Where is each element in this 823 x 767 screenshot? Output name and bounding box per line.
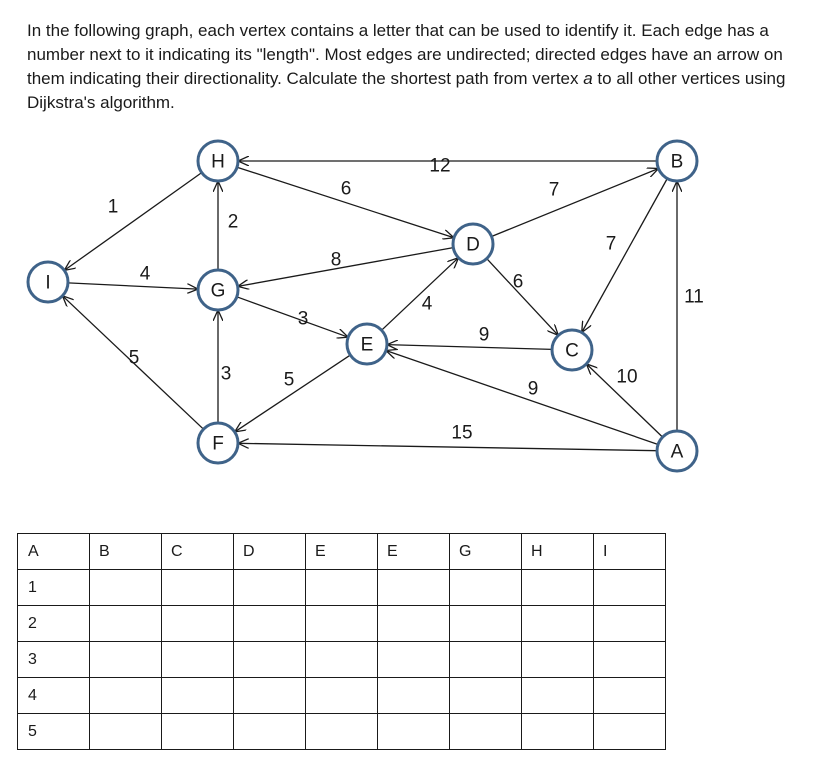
table-header-cell: C [162,534,234,570]
answer-cell[interactable] [306,642,378,678]
node-c [552,330,592,370]
answer-cell[interactable] [306,570,378,606]
answer-cell[interactable] [522,570,594,606]
edge-weight-b-h: 12 [429,155,451,177]
answer-cell[interactable] [378,714,450,750]
edge-weight-a-b: 11 [684,286,704,308]
node-f [198,423,238,463]
answer-cell[interactable] [450,642,522,678]
node-h [198,141,238,181]
edge-e-f [235,355,351,432]
table-row [18,714,666,750]
question-part2: to all other vertices using Dijkstra's algorithm. [27,69,786,112]
answer-cell[interactable] [378,570,450,606]
answer-table [17,533,666,750]
edge-d-c [487,259,559,336]
answer-cell[interactable] [90,714,162,750]
table-header-cell: E [378,534,450,570]
node-i [28,262,68,302]
answer-cell[interactable] [594,714,666,750]
answer-cell[interactable] [594,678,666,714]
answer-cell[interactable] [234,606,306,642]
node-label-g: G [210,280,226,302]
answer-cell[interactable] [162,714,234,750]
answer-cell[interactable] [234,570,306,606]
edge-weight-d-b: 7 [548,179,560,201]
answer-cell[interactable] [162,678,234,714]
table-header-cell: H [522,534,594,570]
edge-weight-d-g: 8 [330,249,342,271]
edge-weight-a-c: 10 [616,366,638,388]
edge-e-d [382,258,459,331]
edge-d-b [492,169,659,237]
table-header-cell: E [306,534,378,570]
node-label-i: I [45,272,51,294]
answer-cell[interactable] [90,678,162,714]
edge-a-e [386,351,658,445]
node-label-d: D [466,234,480,256]
answer-cell[interactable] [162,606,234,642]
table-header-cell: A [18,534,90,570]
row-label-cell: 5 [18,714,90,750]
edge-weight-i-g: 4 [139,263,151,285]
edge-weight-b-c: 7 [605,233,617,255]
node-label-b: B [670,151,684,173]
answer-cell[interactable] [378,642,450,678]
edge-a-f [238,443,657,450]
answer-cell[interactable] [306,714,378,750]
answer-cell[interactable] [90,606,162,642]
answer-cell[interactable] [306,606,378,642]
edge-weight-e-d: 4 [421,293,433,315]
table-header-cell: D [234,534,306,570]
row-label-cell: 3 [18,642,90,678]
answer-cell[interactable] [90,642,162,678]
answer-cell[interactable] [522,714,594,750]
node-a [657,431,697,471]
node-e [347,324,387,364]
node-label-e: E [360,334,374,356]
edge-weight-h-d: 6 [340,178,352,200]
answer-cell[interactable] [162,570,234,606]
answer-cell[interactable] [450,570,522,606]
edge-weight-h-i: 1 [107,196,119,218]
edge-g-e [237,297,348,337]
answer-cell[interactable] [450,678,522,714]
answer-cell[interactable] [594,642,666,678]
node-d [453,224,493,264]
edge-b-c [582,179,668,333]
row-label-cell: 4 [18,678,90,714]
edge-weight-g-e: 3 [297,308,309,330]
row-label-cell: 2 [18,606,90,642]
answer-cell[interactable] [522,642,594,678]
edge-weight-c-e: 9 [478,324,490,346]
edge-h-i [64,173,201,271]
source-vertex: a [583,69,593,88]
table-row [18,642,666,678]
table-row [18,606,666,642]
node-label-c: C [565,340,579,362]
answer-cell[interactable] [234,678,306,714]
answer-cell[interactable] [234,714,306,750]
table-header-cell: B [90,534,162,570]
edge-weight-a-f: 15 [451,422,473,444]
answer-cell[interactable] [450,606,522,642]
edge-weight-a-e: 9 [527,378,539,400]
node-label-f: F [212,433,224,455]
answer-cell[interactable] [162,642,234,678]
answer-cell[interactable] [450,714,522,750]
edge-weight-g-h: 2 [227,211,239,233]
row-label-cell: 1 [18,570,90,606]
edge-c-e [387,345,552,350]
node-label-a: A [670,441,684,463]
table-row [18,678,666,714]
table-header-row [18,534,666,570]
edge-i-g [68,283,198,289]
answer-cell[interactable] [306,678,378,714]
table-header-cell: I [594,534,666,570]
edge-weight-e-f: 5 [283,369,295,391]
node-b [657,141,697,181]
table-row [18,570,666,606]
answer-cell[interactable] [522,606,594,642]
answer-cell[interactable] [378,606,450,642]
node-g [198,270,238,310]
question-part1: In the following graph, each vertex contains a letter that can be used to identify it. Each edge has a number next to it indicating its "length". Most edges are undirected; directed edges have an arrow on them indicating their directionality. Calculate the shortest path from vertex [27,21,783,88]
edge-weight-f-i: 5 [128,347,140,369]
answer-cell[interactable] [594,570,666,606]
edge-weight-d-c: 6 [512,271,524,293]
edge-d-g [238,248,454,287]
table-header-cell: G [450,534,522,570]
answer-cell[interactable] [378,678,450,714]
node-label-h: H [211,151,225,173]
edge-weight-f-g: 3 [220,363,232,385]
answer-cell[interactable] [522,678,594,714]
answer-cell[interactable] [234,642,306,678]
answer-cell[interactable] [90,570,162,606]
answer-cell[interactable] [594,606,666,642]
